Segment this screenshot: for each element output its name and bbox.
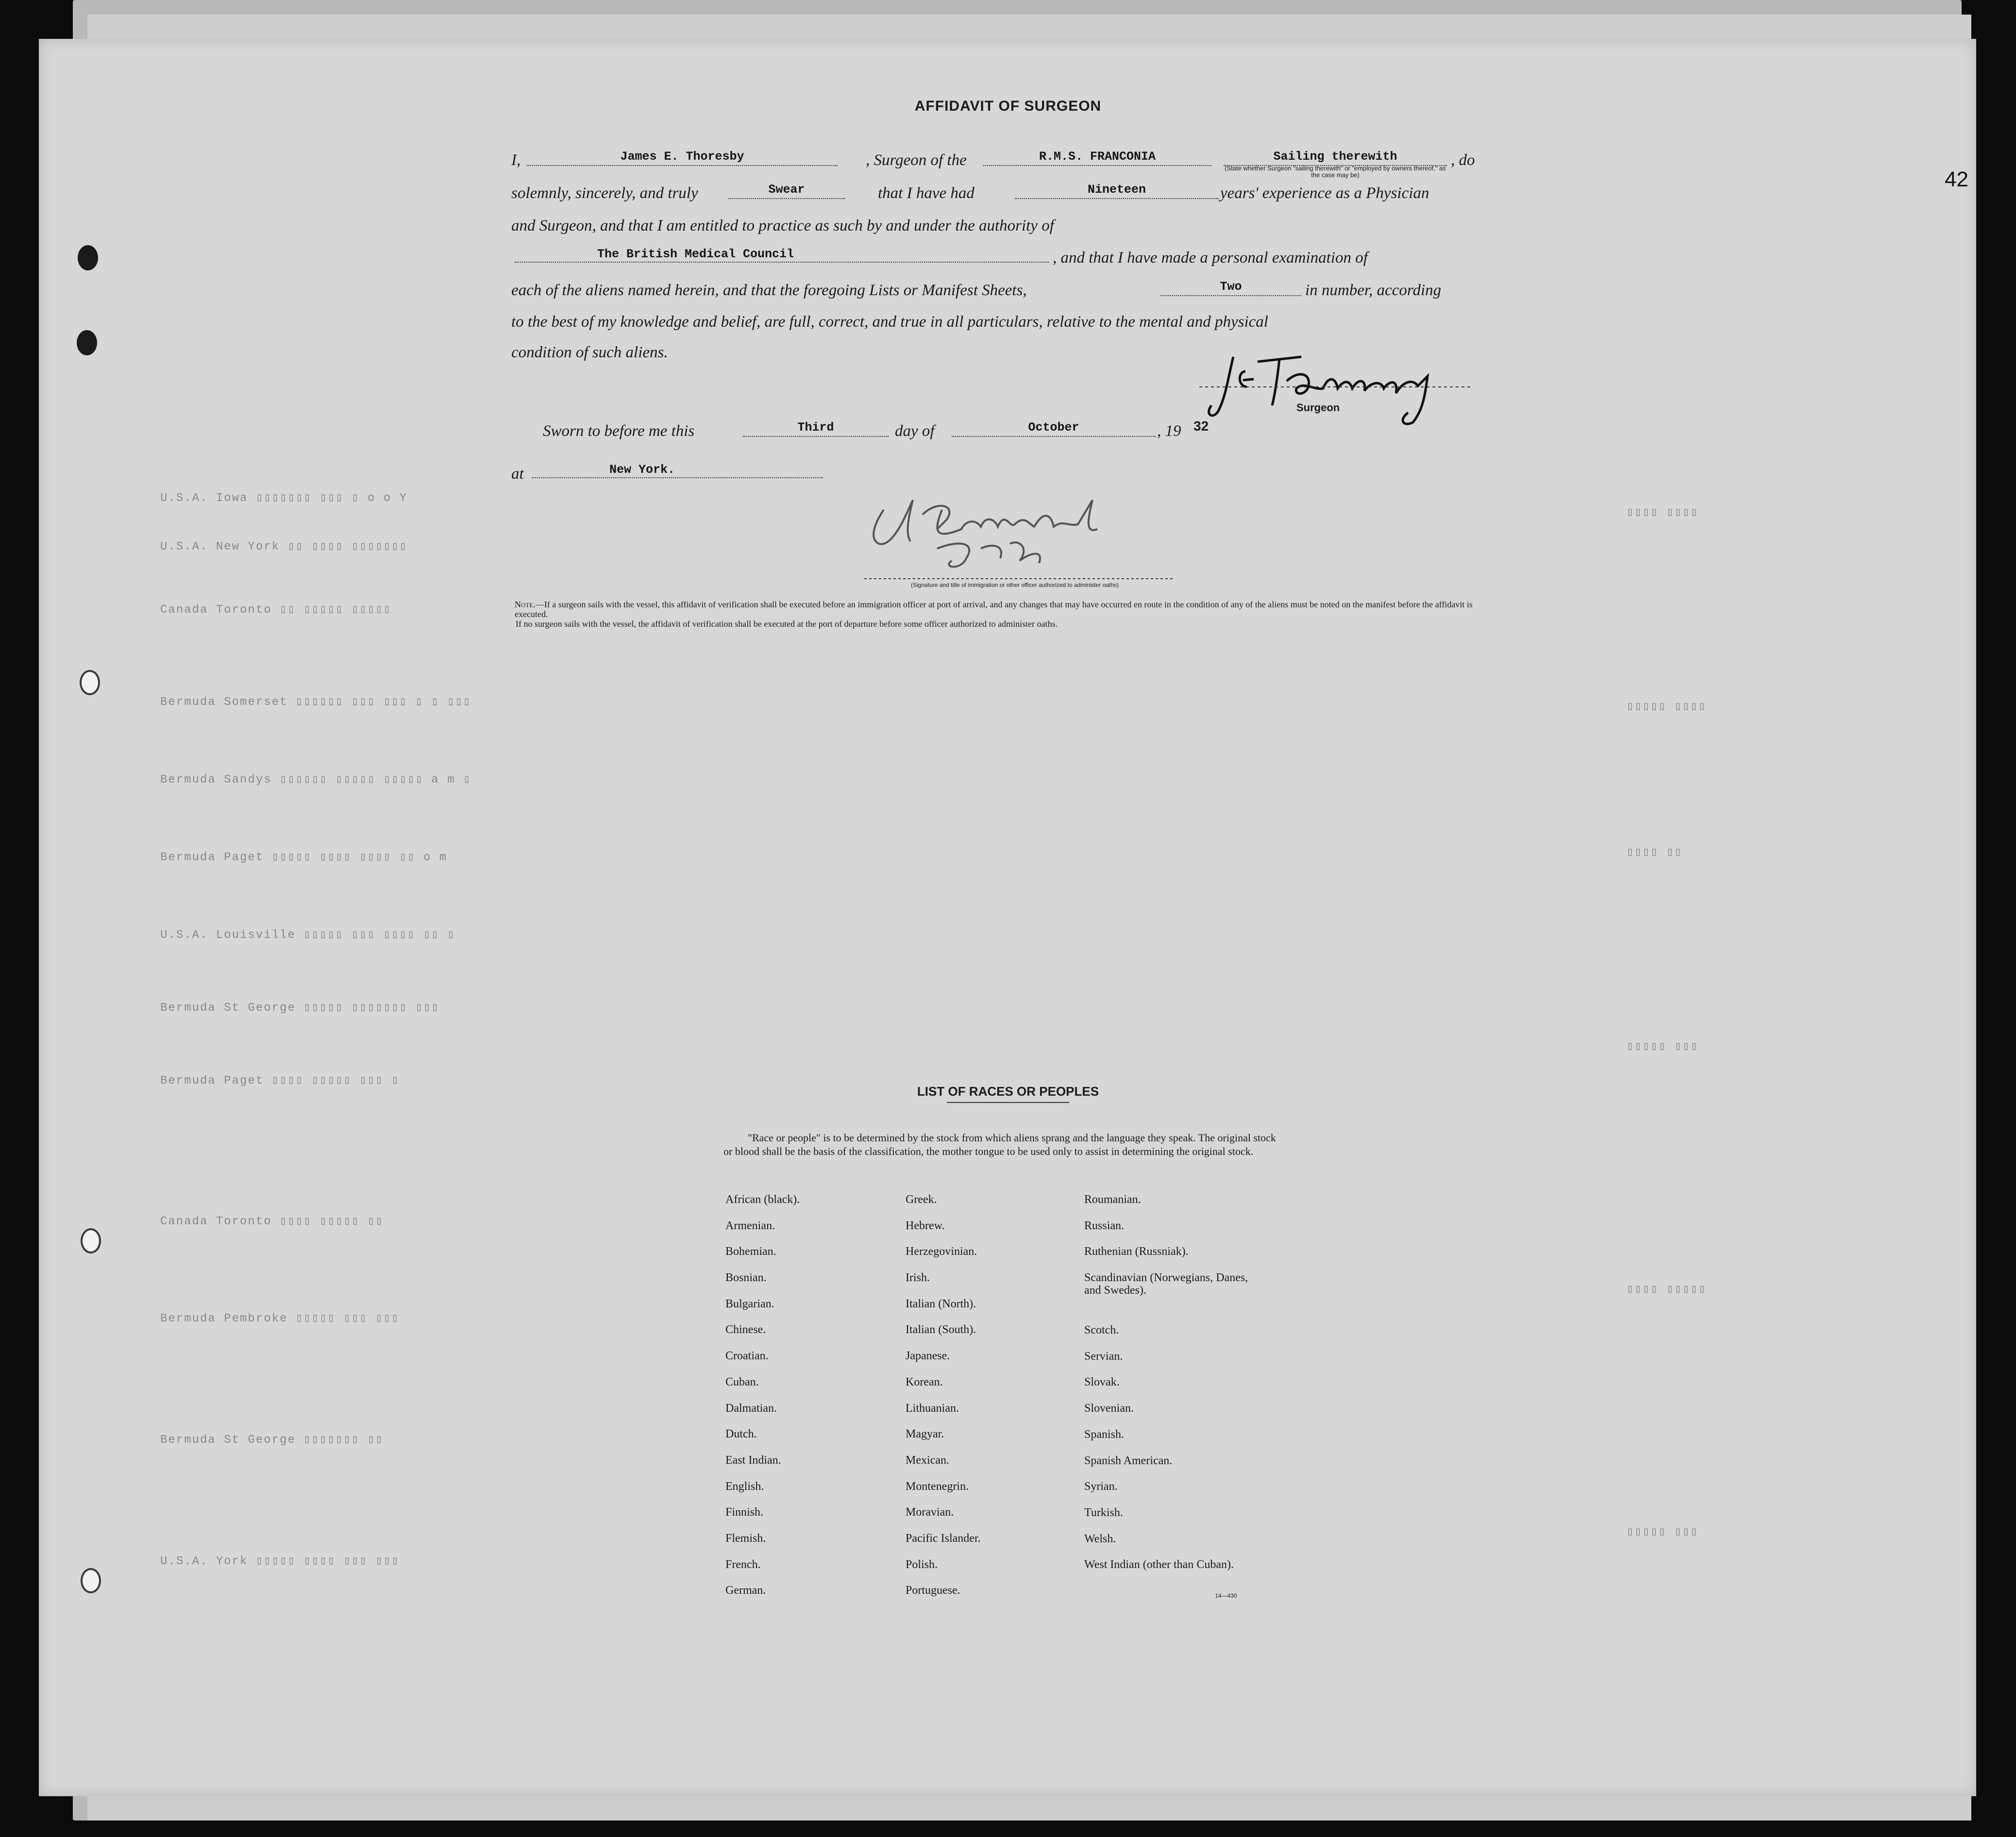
race-item: Slovenian. (1084, 1402, 1134, 1415)
race-item: West Indian (other than Cuban). (1084, 1558, 1234, 1571)
race-item: Cuban. (725, 1375, 759, 1388)
sworn-day-field: Third (743, 421, 889, 437)
sworn-month-field: October (952, 421, 1156, 437)
race-item: Dutch. (725, 1428, 757, 1441)
race-item: Italian (South). (906, 1323, 976, 1336)
race-item: English. (725, 1480, 764, 1493)
race-item: German. (725, 1584, 766, 1597)
race-item: East Indian. (725, 1453, 781, 1467)
race-item: Bohemian. (725, 1245, 776, 1258)
surgeon-label: Surgeon (1296, 401, 1340, 414)
race-item: Polish. (906, 1558, 938, 1571)
binder-hole (77, 330, 97, 355)
place-field: New York. (532, 464, 823, 478)
race-item: African (black). (725, 1193, 800, 1206)
affidavit-line-6: to the best of my knowledge and belief, are full, correct, and true in all particulars, relative to the mental and physical (511, 313, 1268, 331)
affidavit-note: Note.—If a surgeon sails with the vessel, this affidavit of verification shall be executed before an immigration officer at port of arrival, and any changes that may have occurred en route in the condition of any of the aliens must be noted on the manifest before the affidavit is executed. If no surgeon sails with the vessel, the affidavit of verification shall be executed at the port of departure before some officer authorized to administer oaths. (515, 600, 1473, 629)
race-item: Irish. (906, 1271, 930, 1285)
affidavit-title: AFFIDAVIT OF SURGEON (914, 98, 1102, 114)
race-item: Finnish. (725, 1506, 764, 1519)
race-item: Portuguese. (906, 1584, 960, 1597)
binder-hole (81, 1568, 101, 1593)
authority-field: The British Medical Council (515, 248, 1049, 263)
race-item: Welsh. (1084, 1532, 1116, 1545)
race-item: Spanish. (1084, 1428, 1125, 1441)
affidavit-line-7: condition of such aliens. (511, 344, 668, 361)
binder-hole (80, 670, 100, 695)
binder-hole (81, 1228, 101, 1253)
race-item: Montenegrin. (906, 1480, 969, 1493)
page-number: 42 (1945, 167, 1968, 191)
race-item: Servian. (1084, 1350, 1123, 1363)
officer-signature (864, 481, 1175, 592)
race-item: Moravian. (906, 1506, 954, 1519)
race-item: Lithuanian. (906, 1402, 959, 1415)
races-column-2 (906, 1193, 981, 1610)
race-item: Croatian. (725, 1350, 769, 1363)
sailing-status-note: (State whether Surgeon "sailing therewith" or "employed by owners thereof," as the case may be) (1225, 165, 1446, 179)
race-item: Armenian. (725, 1219, 775, 1232)
race-item: Syrian. (1084, 1480, 1118, 1493)
form-code: 14—430 (1215, 1592, 1237, 1599)
race-item: Spanish American. (1084, 1454, 1173, 1467)
title-rule (947, 1102, 1069, 1103)
binder-hole (78, 245, 98, 270)
races-list-intro: "Race or people" is to be determined by the stock from which aliens sprang and the language they speak. The original stock or blood shall be the basis of the classification, the mother tongue to be used only to assist in determining the original stock. (723, 1132, 1276, 1157)
races-column-1 (725, 1193, 800, 1610)
race-item: Magyar. (906, 1428, 944, 1441)
race-item: Scotch. (1084, 1324, 1119, 1337)
race-item: Pacific Islander. (906, 1532, 981, 1545)
race-item: Herzegovinian. (906, 1245, 977, 1258)
race-item: Korean. (906, 1375, 943, 1388)
race-item: Flemish. (725, 1532, 766, 1545)
race-item: Bulgarian. (725, 1297, 774, 1310)
race-item: Ruthenian (Russniak). (1084, 1245, 1189, 1258)
oath-form-field: Swear (728, 184, 845, 199)
surgeon-name-field: James E. Thoresby (527, 150, 838, 166)
races-list-title: LIST OF RACES OR PEOPLES (917, 1084, 1099, 1099)
sheets-count-field: Two (1160, 281, 1301, 296)
vessel-name-field: R.M.S. FRANCONIA (983, 150, 1211, 166)
race-item: Hebrew. (906, 1219, 945, 1232)
sailing-status-field: Sailing therewith (1224, 150, 1447, 166)
races-column-3 (1084, 1193, 1259, 1585)
race-item: Greek. (906, 1193, 937, 1206)
affidavit-line-3: and Surgeon, and that I am entitled to practice as such by and under the authority of (511, 217, 1054, 234)
race-item: Japanese. (906, 1350, 950, 1363)
race-item: Italian (North). (906, 1297, 976, 1310)
race-item: Roumanian. (1084, 1193, 1141, 1206)
race-item: Chinese. (725, 1323, 766, 1336)
officer-caption: (Signature and title of immigration or other officer authorized to administer oaths) (911, 582, 1119, 588)
race-item: Scandinavian (Norwegians, Danes, and Swedes). (1084, 1271, 1248, 1297)
race-item: Mexican. (906, 1453, 949, 1467)
race-item: French. (725, 1558, 761, 1571)
surgeon-signature (1199, 342, 1471, 430)
race-item: Dalmatian. (725, 1402, 777, 1415)
years-experience-field: Nineteen (1015, 184, 1219, 199)
race-item: Slovak. (1084, 1376, 1120, 1389)
race-item: Turkish. (1084, 1506, 1123, 1519)
race-item: Bosnian. (725, 1271, 767, 1285)
race-item: Russian. (1084, 1219, 1125, 1232)
